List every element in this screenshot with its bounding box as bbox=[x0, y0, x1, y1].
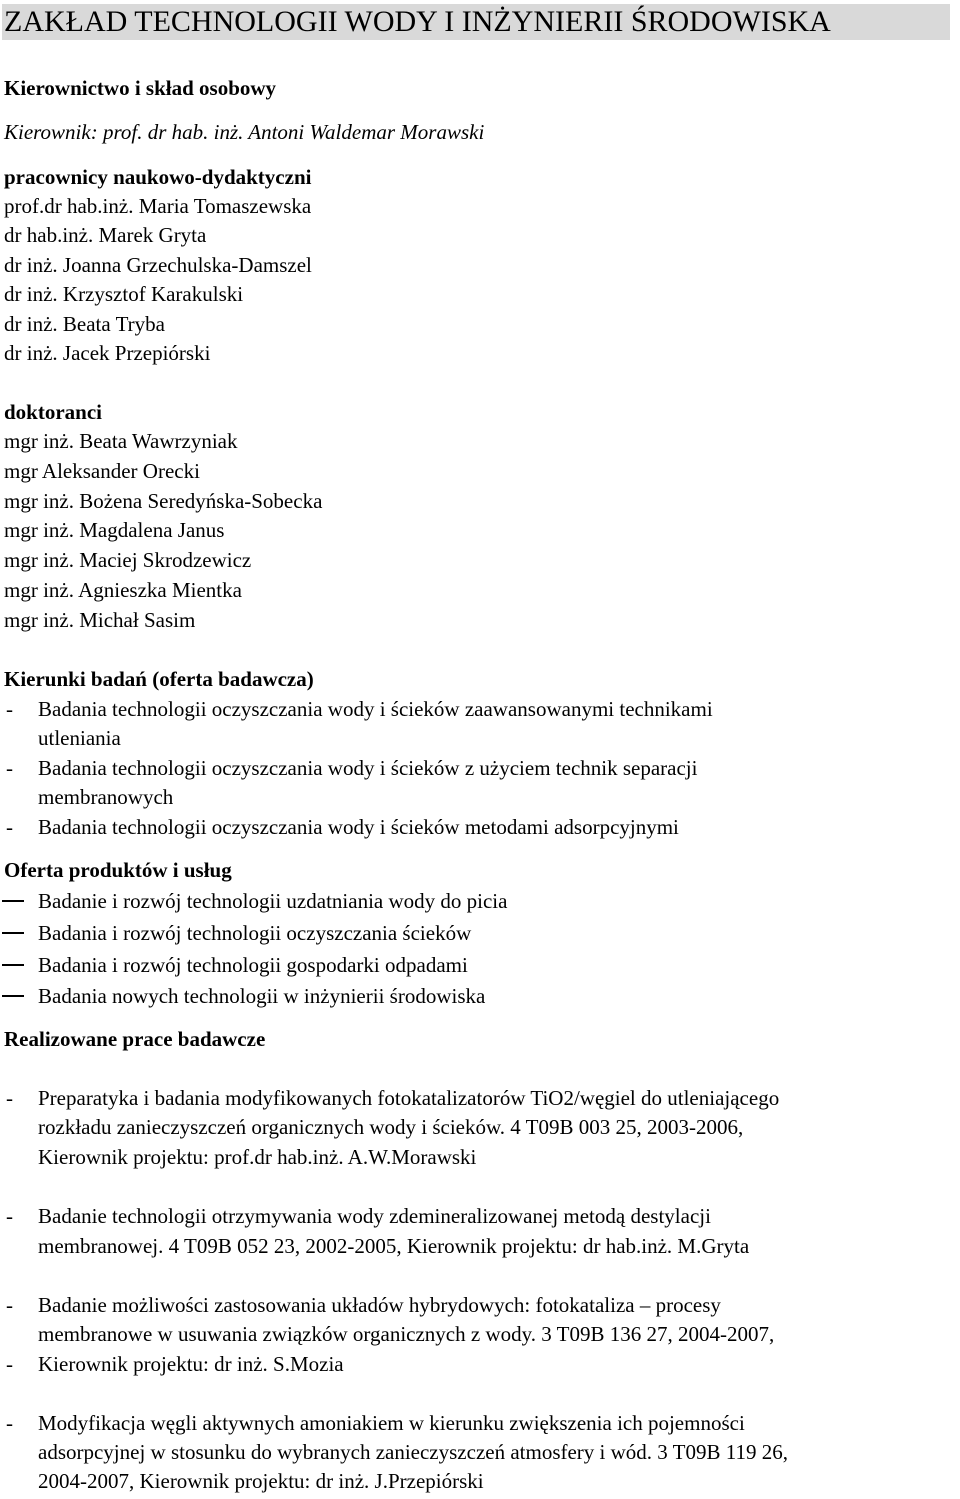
offer-heading: Oferta produktów i usług bbox=[4, 858, 232, 882]
phd-heading: doktoranci bbox=[4, 400, 103, 424]
phd-student: mgr Aleksander Orecki bbox=[4, 459, 200, 483]
research-heading: Kierunki badań (oferta badawcza) bbox=[4, 667, 314, 691]
research-text-cont: membranowych bbox=[38, 785, 174, 809]
staff-member: dr inż. Krzysztof Karakulski bbox=[4, 282, 244, 306]
project-text-cont: rozkładu zanieczyszczeń organicznych wody i ścieków. 4 T09B 003 25, 2003-2006, bbox=[38, 1115, 744, 1139]
project-text: Kierownik projektu: dr inż. S.Mozia bbox=[38, 1352, 344, 1376]
research-text: Badania technologii oczyszczania wody i ścieków metodami adsorpcyjnymi bbox=[38, 815, 679, 839]
research-text: Badania technologii oczyszczania wody i ścieków z użyciem technik separacji bbox=[38, 756, 698, 780]
management-heading: Kierownictwo i skład osobowy bbox=[4, 76, 277, 100]
staff-heading: pracownicy naukowo-dydaktyczni bbox=[4, 165, 312, 189]
project-text: Preparatyka i badania modyfikowanych fotokatalizatorów TiO2/węgiel do utleniającego bbox=[38, 1086, 780, 1110]
offer-item bbox=[0, 887, 700, 915]
offer-item bbox=[0, 982, 700, 1010]
list-dash: - bbox=[6, 756, 13, 780]
project-text-cont: adsorpcyjnej w stosunku do wybranych zanieczyszczeń atmosfery i wód. 3 T09B 119 26, bbox=[38, 1440, 788, 1464]
project-text: Badanie możliwości zastosowania układów hybrydowych: fotokataliza – procesy bbox=[38, 1293, 721, 1317]
list-dash: - bbox=[6, 697, 13, 721]
staff-member: dr hab.inż. Marek Gryta bbox=[4, 223, 207, 247]
list-dash: - bbox=[6, 1086, 13, 1110]
research-text-cont: utleniania bbox=[38, 726, 121, 750]
list-dash: - bbox=[6, 1411, 13, 1435]
list-dash: - bbox=[6, 1293, 13, 1317]
project-text-cont: 2004-2007, Kierownik projektu: dr inż. J.Przepiórski bbox=[38, 1469, 484, 1493]
research-text: Badania technologii oczyszczania wody i ścieków zaawansowanymi technikami bbox=[38, 697, 713, 721]
offer-text: Badania nowych technologii w inżynierii środowiska bbox=[38, 984, 486, 1008]
phd-student: mgr inż. Michał Sasim bbox=[4, 608, 196, 632]
phd-student: mgr inż. Agnieszka Mientka bbox=[4, 578, 242, 602]
offer-item bbox=[0, 951, 700, 979]
offer-text: Badania i rozwój technologii gospodarki odpadami bbox=[38, 953, 468, 977]
page-title: ZAKŁAD TECHNOLOGII WODY I INŻYNIERII ŚRODOWISKA bbox=[2, 4, 950, 40]
offer-text: Badanie i rozwój technologii uzdatniania wody do picia bbox=[38, 889, 508, 913]
staff-member: dr inż. Joanna Grzechulska-Damszel bbox=[4, 253, 312, 277]
project-text-cont: membranowe w usuwania związków organicznych z wody. 3 T09B 136 27, 2004-2007, bbox=[38, 1322, 775, 1346]
project-text-cont: Kierownik projektu: prof.dr hab.inż. A.W.Morawski bbox=[38, 1145, 477, 1169]
phd-student: mgr inż. Beata Wawrzyniak bbox=[4, 429, 238, 453]
project-text-cont: membranowej. 4 T09B 052 23, 2002-2005, Kierownik projektu: dr hab.inż. M.Gryta bbox=[38, 1234, 750, 1258]
phd-student: mgr inż. Magdalena Janus bbox=[4, 518, 225, 542]
offer-item bbox=[0, 919, 700, 947]
offer-text: Badania i rozwój technologii oczyszczania ścieków bbox=[38, 921, 472, 945]
em-dash-bullet bbox=[2, 932, 24, 934]
phd-student: mgr inż. Bożena Seredyńska-Sobecka bbox=[4, 489, 323, 513]
staff-member: dr inż. Jacek Przepiórski bbox=[4, 341, 211, 365]
em-dash-bullet bbox=[2, 900, 24, 902]
project-text: Modyfikacja węgli aktywnych amoniakiem w kierunku zwiększenia ich pojemności bbox=[38, 1411, 745, 1435]
list-dash: - bbox=[6, 815, 13, 839]
staff-member: prof.dr hab.inż. Maria Tomaszewska bbox=[4, 194, 312, 218]
em-dash-bullet bbox=[2, 964, 24, 966]
staff-member: dr inż. Beata Tryba bbox=[4, 312, 165, 336]
em-dash-bullet bbox=[2, 995, 24, 997]
list-dash: - bbox=[6, 1204, 13, 1228]
project-text: Badanie technologii otrzymywania wody zdemineralizowanej metodą destylacji bbox=[38, 1204, 711, 1228]
projects-heading: Realizowane prace badawcze bbox=[4, 1027, 266, 1051]
phd-student: mgr inż. Maciej Skrodzewicz bbox=[4, 548, 252, 572]
head-of-unit: Kierownik: prof. dr hab. inż. Antoni Waldemar Morawski bbox=[4, 120, 485, 144]
list-dash: - bbox=[6, 1352, 13, 1376]
